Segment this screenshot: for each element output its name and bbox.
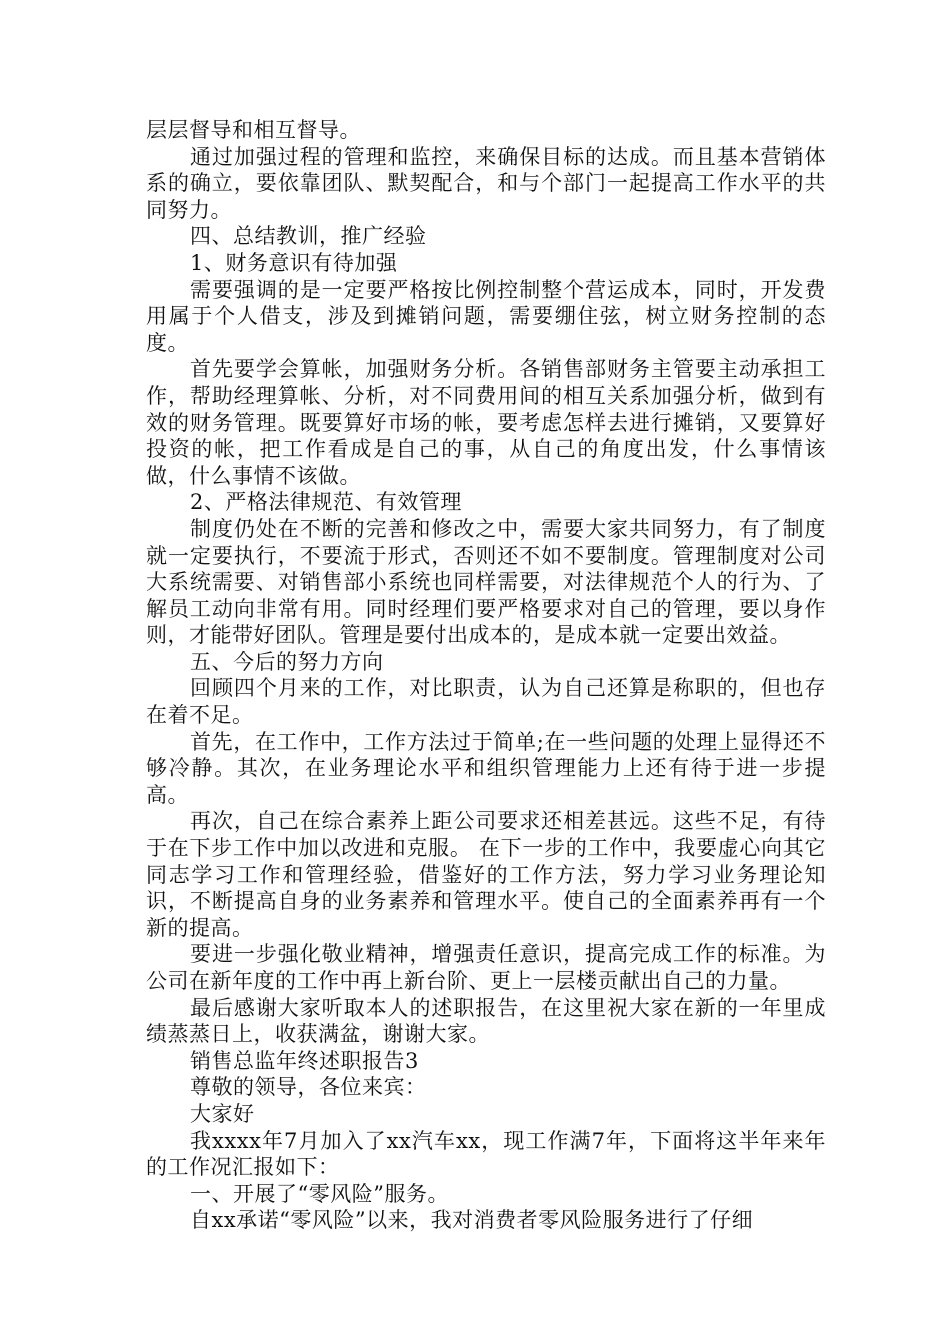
section-heading: 四、总结教训，推广经验 [190,224,427,249]
paragraph: 回顾四个月来的工作，对比职责，认为自己还算是称职的，但也存在着不足。 [146,676,826,728]
section-heading: 五、今后的努力方向 [190,649,384,674]
paragraph: 最后感谢大家听取本人的述职报告，在这里祝大家在新的一年里成绩蒸蒸日上，收获满盆，谢谢大家。 [146,995,826,1047]
paragraph: 我xxxx年7月加入了xx汽车xx，现工作满7年，下面将这半年来年的工作况汇报如下： [146,1128,826,1180]
paragraph: 制度仍处在不断的完善和修改之中，需要大家共同努力，有了制度就一定要执行，不要流于形式，否则还不如不要制度。管理制度对公司大系统需要、对销售部小系统也同样需要，对法律规范个人的行为、了解员工动向非常有用。同时经理们要严格要求对自己的管理，要以身作则，才能带好团队。管理是要付出成本的，是成本就一定要出效益。 [146,516,826,648]
section-heading: 一、开展了“零风险”服务。 [190,1181,449,1206]
document-body [146,117,826,1234]
greeting: 大家好 [190,1101,255,1126]
paragraph: 再次，自己在综合素养上距公司要求还相差甚远。这些不足，有待于在下步工作中加以改进和克服。 在下一步的工作中，我要虚心向其它同志学习工作和管理经验，借鉴好的工作方法，努力学习业务理论知识，不断提高自身的业务素养和管理水平。使自己的全面素养再有一个新的提高。 [146,809,826,940]
subsection-heading: 1、财务意识有待加强 [190,250,398,275]
subsection-heading: 2、严格法律规范、有效管理 [190,490,462,515]
salutation: 尊敬的领导，各位来宾： [190,1075,427,1100]
report-title: 销售总监年终述职报告3 [190,1048,419,1073]
paragraph: 需要强调的是一定要严格按比例控制整个营运成本，同时，开发费用属于个人借支，涉及到摊销问题，需要绷住弦，树立财务控制的态度。 [146,277,826,355]
paragraph: 首先要学会算帐，加强财务分析。各销售部财务主管要主动承担工作，帮助经理算帐、分析，对不同费用间的相互关系加强分析，做到有效的财务管理。既要算好市场的帐，要考虑怎样去进行摊销，又要算好投资的帐，把工作看成是自己的事，从自己的角度出发，什么事情该做，什么事情不该做。 [146,357,826,488]
paragraph: 通过加强过程的管理和监控，来确保目标的达成。而且基本营销体系的确立，要依靠团队、默契配合，和与个部门一起提高工作水平的共同努力。 [146,144,826,222]
paragraph: 要进一步强化敬业精神，增强责任意识，提高完成工作的标准。为公司在新年度的工作中再上新台阶、更上一层楼贡献出自己的力量。 [146,942,826,993]
paragraph: 自xx承诺“零风险”以来，我对消费者零风险服务进行了仔细 [190,1208,754,1233]
paragraph: 首先，在工作中，工作方法过于简单;在一些问题的处理上显得还不够冷静。其次，在业务理论水平和组织管理能力上还有待于进一步提高。 [146,729,826,807]
paragraph: 层层督导和相互督导。 [146,118,361,142]
